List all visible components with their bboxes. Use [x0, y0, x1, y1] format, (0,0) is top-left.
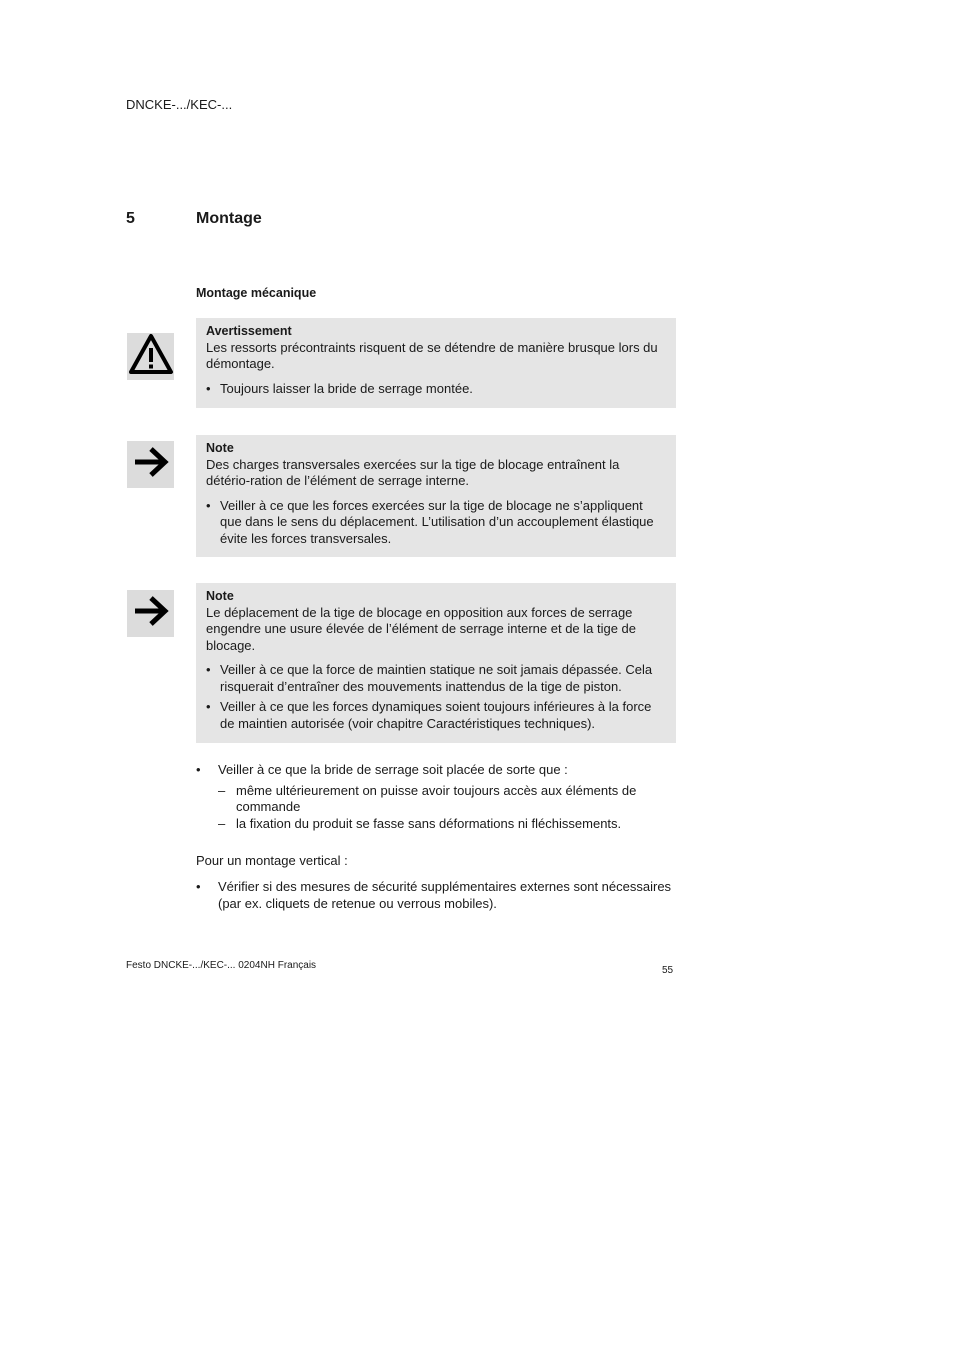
arrow-right-icon	[131, 445, 171, 484]
instruction-text: Veiller à ce que la bride de serrage soit placée de sorte que :	[218, 762, 568, 777]
notice-title: Note	[206, 589, 234, 603]
sub-item	[218, 783, 676, 816]
page-number: 55	[662, 965, 674, 976]
sub-item-text: la fixation du produit se fasse sans déformations ni fléchissements.	[236, 815, 622, 831]
notice-title: Avertissement	[206, 324, 292, 338]
note-notice-1	[196, 435, 676, 557]
warning-triangle-icon	[128, 333, 174, 380]
sub-item-text: même ultérieurement on puisse avoir toujours accès aux éléments de commande	[236, 782, 637, 814]
notice-bullet: • Veiller à ce que les forces exercées sur la tige de blocage ne s’appliquent que dans le sens du déplacement. L’utilisation d’un accouplement élastique évite les forces transversales.	[206, 498, 666, 548]
chapter-title: Montage	[196, 210, 262, 227]
bullet-marker: •	[196, 879, 201, 894]
footer-doc-info: Festo DNCKE-.../KEC-... 0204NH Français	[126, 960, 317, 971]
notice-text: Des charges transversales exercées sur la tige de blocage entraînent la détério-ration de l’élément de serrage interne.	[206, 456, 620, 488]
vertical-bullet-block	[196, 879, 676, 912]
instruction-bullet	[196, 762, 676, 832]
arrow-right-icon	[131, 594, 171, 633]
header-doc-ref: DNCKE-.../KEC-...	[126, 97, 233, 112]
warning-icon-box	[127, 333, 174, 380]
warning-notice	[196, 318, 676, 408]
section-title: Montage mécanique	[196, 286, 317, 300]
chapter-number: 5	[126, 210, 135, 227]
vertical-intro: Pour un montage vertical :	[196, 853, 348, 868]
notice-bullet: • Veiller à ce que les forces dynamiques soient toujours inférieures à la force de maintien autorisée (voir chapitre Caractéristiques techniques).	[206, 699, 666, 732]
notice-bullet: • Toujours laisser la bride de serrage montée.	[206, 381, 666, 398]
note-icon-box	[127, 590, 174, 637]
note-icon-box	[127, 441, 174, 488]
notice-bullet: • Veiller à ce que la force de maintien statique ne soit jamais dépassée. Cela risquerait d’entraîner des mouvements inattendus de la tige de piston.	[206, 662, 666, 695]
notice-title: Note	[206, 441, 234, 455]
notice-text: Le déplacement de la tige de blocage en opposition aux forces de serrage engendre une usure élevée de l’élément de serrage interne et de la tige de blocage.	[206, 604, 637, 653]
dash-marker: –	[218, 815, 226, 831]
notice-text: Les ressorts précontraints risquent de se détendre de manière brusque lors du démontage.	[206, 339, 658, 371]
instruction-block	[196, 762, 676, 832]
vertical-bullet-text: Vérifier si des mesures de sécurité supplémentaires externes sont nécessaires (par ex. cliquets de retenue ou verrous mobiles).	[218, 879, 672, 911]
bullet-marker: •	[196, 762, 201, 777]
sub-item	[218, 816, 676, 833]
dash-marker: –	[218, 782, 226, 798]
instruction-sublist	[218, 783, 676, 833]
vertical-bullet	[196, 879, 676, 912]
note-notice-2	[196, 583, 676, 743]
